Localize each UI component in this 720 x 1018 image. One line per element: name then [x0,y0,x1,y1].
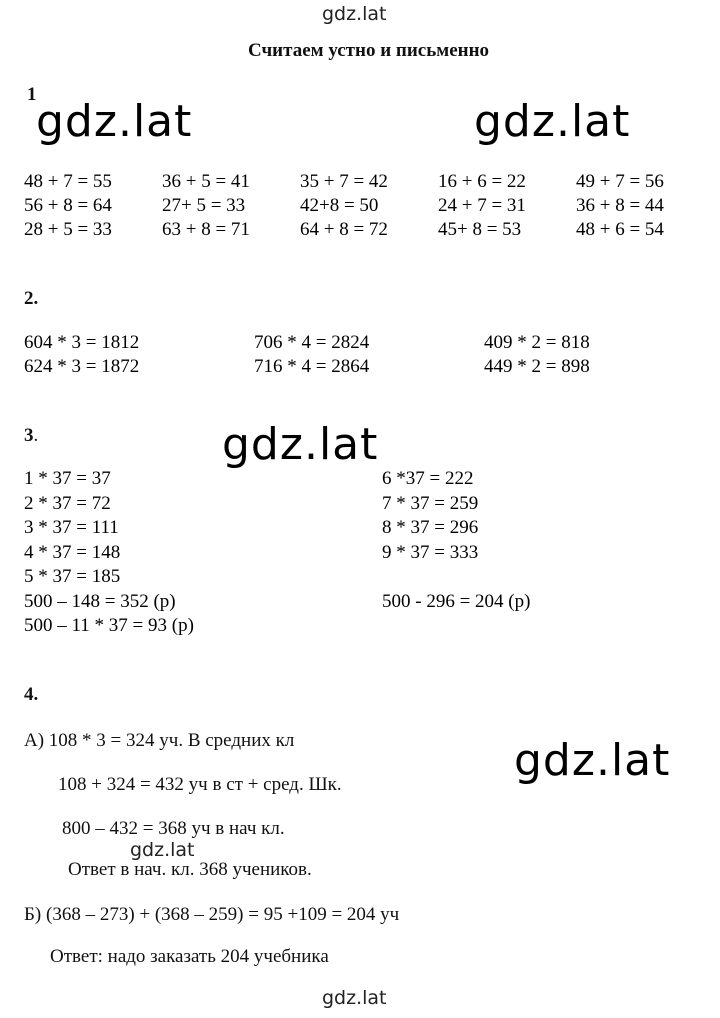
equation: 6 *37 = 222 [382,468,474,489]
watermark-small-mid: gdz.lat [130,839,195,861]
equation: 706 * 4 = 2824 [254,332,370,353]
equation: 56 + 8 = 64 [24,195,112,216]
watermark-large-2: gdz.lat [474,96,631,147]
watermark-large-1: gdz.lat [36,96,193,147]
equation: 409 * 2 = 818 [484,332,590,353]
task2-row [24,355,714,379]
equation: 8 * 37 = 296 [382,517,479,538]
equation: 3 * 37 = 111 [24,517,119,538]
task4-b-line1: Б) (368 – 273) + (368 – 259) = 95 +109 = 204 уч [24,904,400,925]
equation: 45+ 8 = 53 [438,219,522,240]
equation: 9 * 37 = 333 [382,541,479,563]
equation: 5 * 37 = 185 [24,566,121,587]
task3-number: 3 [24,425,34,446]
task1-number: 1 [27,84,37,105]
equation: 49 + 7 = 56 [576,171,664,192]
equation: 48 + 6 = 54 [576,219,664,240]
task3-right-column [382,467,530,614]
task4-a-line3: 800 – 432 = 368 уч в нач кл. [62,818,285,839]
equation: 2 * 37 = 72 [24,492,111,514]
page-title: Считаем устно и письменно [248,40,490,61]
task3-left-column [24,467,194,639]
equation: 36 + 5 = 41 [162,171,250,192]
watermark-large-3: gdz.lat [222,419,379,470]
watermark-bottom: gdz.lat [322,987,387,1009]
task1-row [24,194,714,218]
equation: 7 * 37 = 259 [382,492,479,514]
equation: 36 + 8 = 44 [576,195,664,216]
equation: 35 + 7 = 42 [300,171,388,192]
equation: 624 * 3 = 1872 [24,356,140,377]
equation: 42+8 = 50 [300,195,379,216]
equation: 24 + 7 = 31 [438,195,526,216]
equation: 48 + 7 = 55 [24,171,112,192]
equation: 27+ 5 = 33 [162,195,246,216]
task2-number: 2. [24,288,39,309]
equation: 64 + 8 = 72 [300,219,388,240]
equation: 716 * 4 = 2864 [254,356,370,377]
equation: 449 * 2 = 898 [484,356,590,377]
task1-grid [24,170,714,242]
equation-spacer [382,565,530,590]
equation: 1 * 37 = 37 [24,468,111,489]
task2-row [24,331,714,355]
task2-grid [24,331,714,379]
equation: 16 + 6 = 22 [438,171,526,192]
task4-a-line1: А) 108 * 3 = 324 уч. В средних кл [24,730,295,751]
equation: 4 * 37 = 148 [24,541,121,563]
equation: 500 – 148 = 352 (р) [24,590,176,612]
watermark-large-4: gdz.lat [514,735,671,786]
task4-b-answer: Ответ: надо заказать 204 учебника [50,946,329,967]
task4-a-answer: Ответ в нач. кл. 368 учеников. [68,859,312,880]
task4-number: 4. [24,684,39,705]
task4-a-line2: 108 + 324 = 432 уч в ст + сред. Шк. [58,774,342,795]
task1-row [24,218,714,242]
task1-row [24,170,714,194]
equation: 28 + 5 = 33 [24,219,112,240]
equation: 63 + 8 = 71 [162,219,250,240]
equation: 500 - 296 = 204 (р) [382,590,531,612]
watermark-top: gdz.lat [322,3,387,25]
task3-number-wrap [24,424,38,448]
equation: 604 * 3 = 1812 [24,332,140,353]
equation: 500 – 11 * 37 = 93 (р) [24,615,194,636]
task3-number-suffix: . [33,425,39,446]
